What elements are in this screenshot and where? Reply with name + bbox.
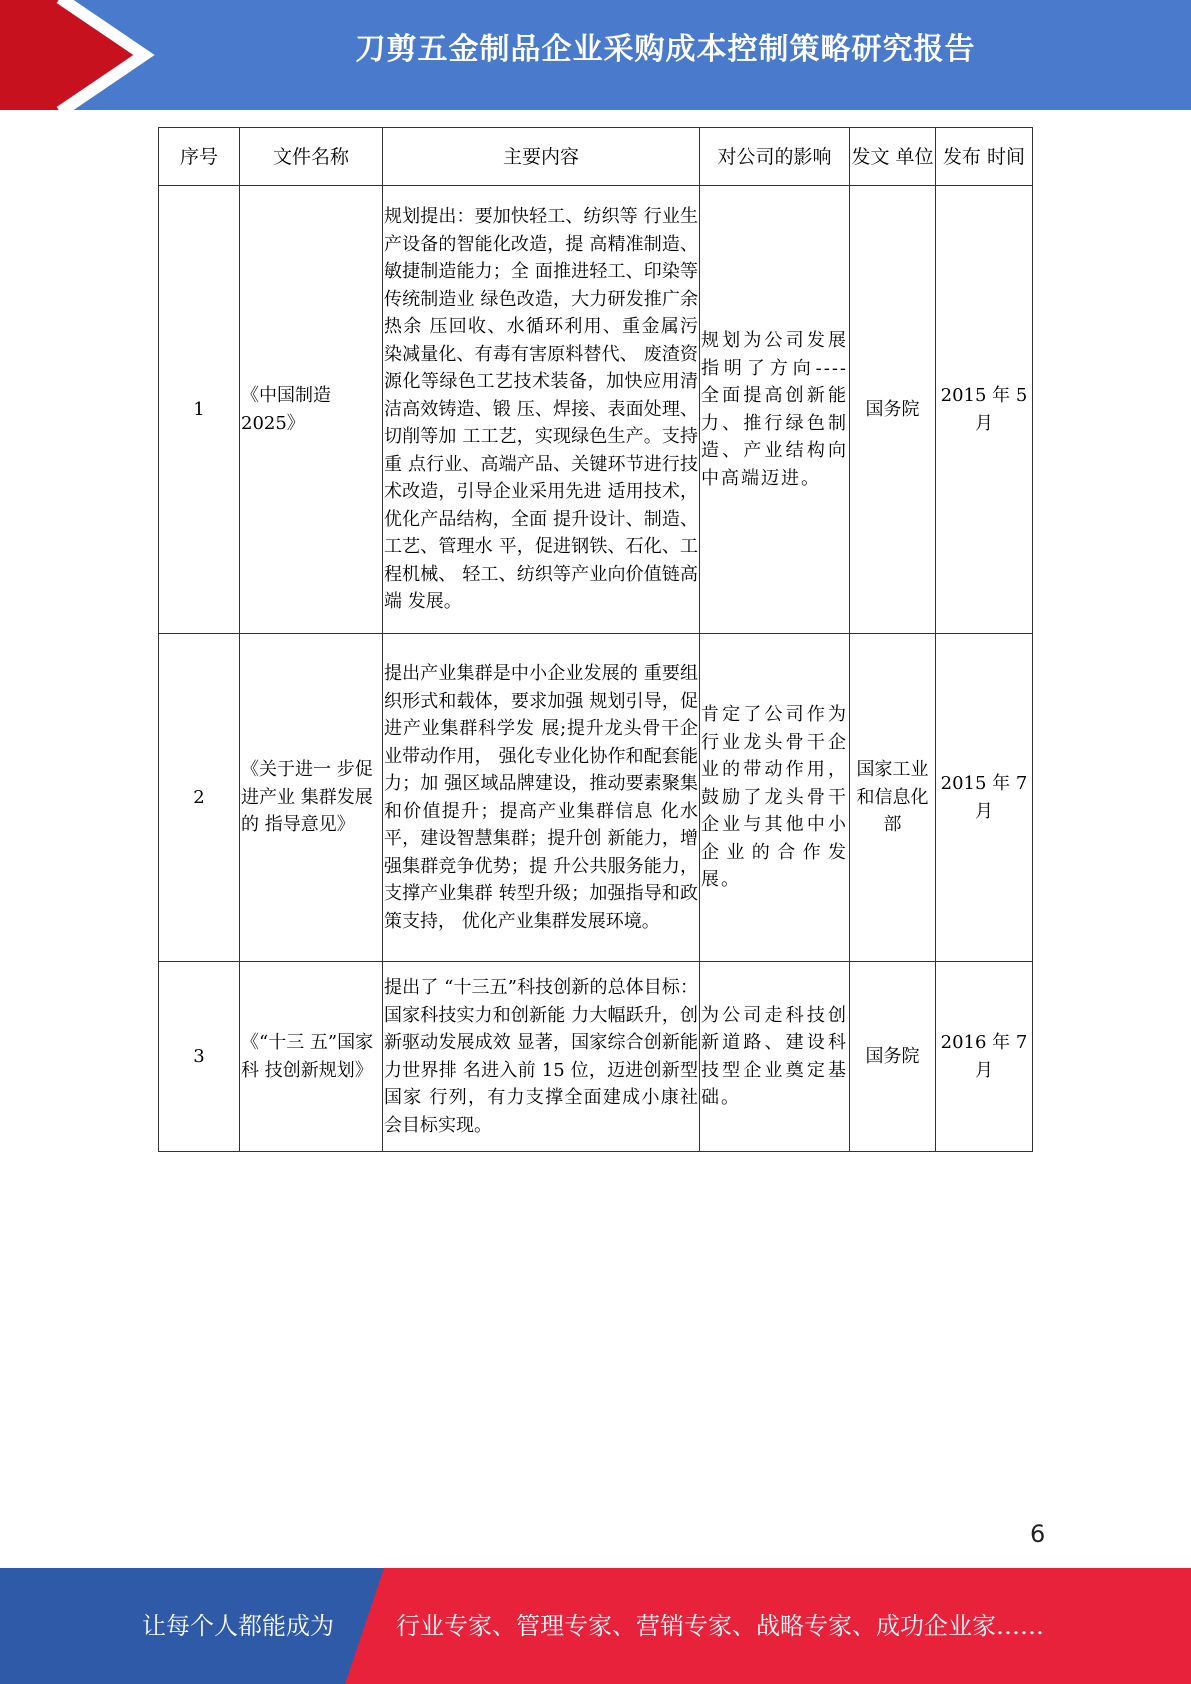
report-title: 刀剪五金制品企业采购成本控制策略研究报告: [355, 32, 976, 67]
company-impact: 规划为公司发展指明了方向----全面提高创新能力、推行绿色制造、产业结构向中高端迈进。: [700, 186, 850, 634]
policy-table: [158, 127, 1033, 1152]
company-impact: 肯定了公司作为行业龙头骨干企业的带动作用，鼓励了龙头骨干企业与其他中小企业的合作发 展。: [700, 634, 850, 962]
footer-slogan-left: 让每个人都能成为: [142, 1612, 334, 1640]
table-row: [159, 634, 1033, 962]
document-name: 《“十三 五”国家科 技创新规划》: [240, 962, 383, 1152]
row-number: 1: [159, 186, 240, 634]
col-header-name: 文件名称: [240, 128, 383, 186]
publish-date: 2015 年 7 月: [936, 634, 1033, 962]
document-name: 《中国制造 2025》: [240, 186, 383, 634]
col-header-no: 序号: [159, 128, 240, 186]
publish-date: 2015 年 5 月: [936, 186, 1033, 634]
document-name: 《关于进一 步促进产业 集群发展的 指导意见》: [240, 634, 383, 962]
publish-date: 2016 年 7 月: [936, 962, 1033, 1152]
header-banner: [0, 0, 1191, 110]
main-content: 提出产业集群是中小企业发展的 重要组织形式和载体，要求加强 规划引导，促进产业集群科学发 展;提升龙头骨干企业带动作用， 强化专业化协作和配套能力；加 强区域品牌建设，推动要素聚集 和价值提升；提高产业集群信息 化水平，建设智慧集群；提升创 新能力，增强集群竞争优势；提 升公共服务能力，支撑产业集群 转型升级；加强指导和政策支持， 优化产业集群发展环境。: [383, 634, 700, 962]
row-number: 2: [159, 634, 240, 962]
row-number: 3: [159, 962, 240, 1152]
col-header-content: 主要内容: [383, 128, 700, 186]
table-header-row: [159, 128, 1033, 186]
footer-slogan-right: 行业专家、管理专家、营销专家、战略专家、成功企业家……: [396, 1612, 1044, 1640]
company-impact: 为公司走科技创新道路、建设科技型企业奠定基础。: [700, 962, 850, 1152]
col-header-date: 发布 时间: [936, 128, 1033, 186]
table-row: [159, 962, 1033, 1152]
main-content: 规划提出：要加快轻工、纺织等 行业生产设备的智能化改造，提 高精准制造、敏捷制造能力；全 面推进轻工、印染等传统制造业 绿色改造，大力研发推广余热余 压回收、水循环利用、重金属污 染减量化、有毒有害原料替代、 废渣资源化等绿色工艺技术装备，加快应用清洁高效铸造、锻 压、焊接、表面处理、切削等加 工工艺，实现绿色生产。支持重 点行业、高端产品、关键环节进行技术改造，引导企业采用先进 适用技术，优化产品结构，全面 提升设计、制造、工艺、管理水 平，促进钢铁、石化、工程机械、 轻工、纺织等产业向价值链高端 发展。: [383, 186, 700, 634]
issuing-unit: 国务院: [850, 186, 936, 634]
main-content: 提出了 “十三五”科技创新的总体目标：国家科技实力和创新能 力大幅跃升，创新驱动发展成效 显著，国家综合创新能力世界排 名进入前 15 位，迈进创新型国家 行列，有力支撑全面建成小康社 会目标实现。: [383, 962, 700, 1152]
issuing-unit: 国家工业和信息化部: [850, 634, 936, 962]
page-number: 6: [1030, 1520, 1046, 1548]
footer-banner: [0, 1568, 1191, 1684]
col-header-impact: 对公司的影响: [700, 128, 850, 186]
col-header-issuer: 发文 单位: [850, 128, 936, 186]
table-row: [159, 186, 1033, 634]
issuing-unit: 国务院: [850, 962, 936, 1152]
